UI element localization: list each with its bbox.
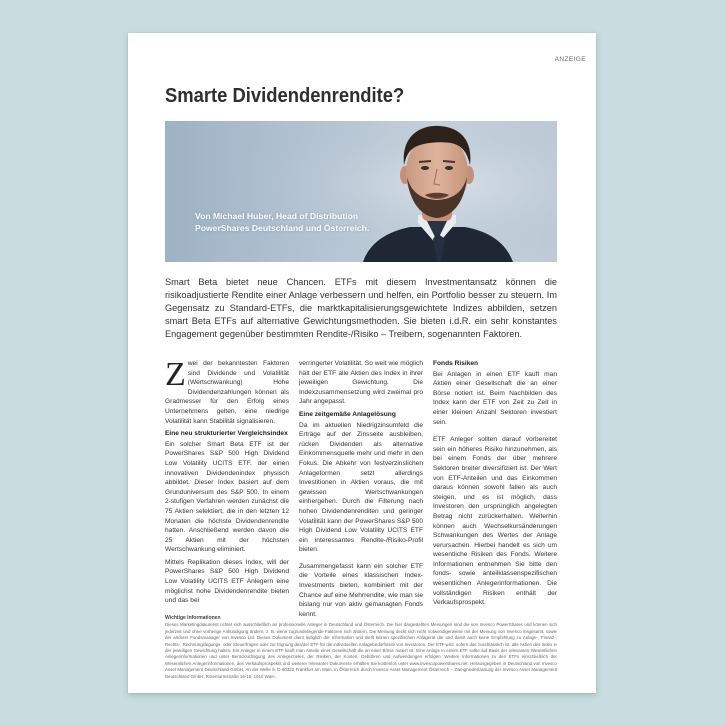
legal-notice bbox=[165, 615, 557, 680]
author-byline bbox=[195, 211, 395, 234]
legal-title: Wichtige Informationen bbox=[165, 615, 221, 621]
col3-subheading: Fonds Risiken bbox=[433, 360, 479, 367]
col3-paragraph-2: ETF Anleger sollten darauf vorbereitet sein ein höheres Risiko hinzunehmen, als bei einem Fonds der über mehrere Sektoren breiter diversifiziert ist. Der Wert von ETF-Anteilen und das Einkommen daraus können sowohl fallen als auch steigen, und es ist möglich, dass Investoren den ursprünglich angelegten Betrag nicht zurückerhalten. Weiterhin können auch Wechselkursänderungen Schwankungen des Wertes der Anlage verursachen. Hierbei handelt es sich um wesentliche Risiken des Fonds. Weitere Informationen entnehmen Sie bitte den fonds- sowie anteilklassenspezifischen wesentlichen Anlegerinformationen. Die vollständigen Risiken enthält der Verkaufsprospekt. bbox=[433, 436, 557, 607]
portrait-photo bbox=[165, 121, 557, 262]
col1-paragraph-1-text: wei der bekanntesten Faktoren sind Dividende und Volatilität (Wertschwankung) Hohe Dividendenzahlungen können als Gradmesser für den Erfolg eines Unternehmens gelten, eine niedrige Volatilität kann Stabilität signalisieren. bbox=[165, 360, 289, 425]
col1-subheading: Eine neu strukturierter Vergleichsindex bbox=[165, 430, 288, 438]
advert-tag: ANZEIGE bbox=[554, 56, 586, 63]
hero-portrait bbox=[165, 121, 557, 262]
column-2 bbox=[299, 359, 423, 622]
byline-line-1: Von Michael Huber, Head of Distribution bbox=[195, 211, 359, 221]
col1-paragraph-2: Ein solcher Smart Beta ETF ist der PowerShares S&P 500 High Dividend Low Volatility UCITS ETF, der einen innovativen Dividendenindex physisch abbildet. Dieser Index basiert auf dem Grunduniversum des S&P 500. In einem 2-stufigen Verfahren werden zunächst die 75 Aktien selektiert, die in den letzten 12 Monaten die höchste Dividendenrendite hatten. Anschließend werden davon die 25 Aktien mit der höchsten Wertschwankung eliminiert. bbox=[165, 440, 289, 554]
col2-subheading: Eine zeitgemäße Anlagelösung bbox=[299, 410, 396, 418]
col2-paragraph-1: verringerter Volatilität. So weit wie möglich hält der ETF alle Aktien des Index in ihrer jeweiligen Gewichtung. Die Indexzusammensetzung wird zweimal pro Jahr angepasst. bbox=[299, 360, 423, 406]
col2-paragraph-3: Zusammengefasst kann ein solcher ETF die Vorteile eines klassischen Index-Investments bieten, kombiniert mit der Chance auf eine Mehrrendite, wie man sie bislang nur von aktiv gemanagten Fonds kennt. bbox=[299, 562, 423, 618]
page-headline: Smarte Dividendenrendite? bbox=[165, 85, 405, 107]
col1-paragraph-3: Mittels Replikation dieses Index, will der PowerShares S&P 500 High Dividend Low Volatility UCITS ETF Anlegern eine möglichst hohe Dividendenrendite bieten und das bei bbox=[165, 558, 289, 605]
col1-paragraph-1 bbox=[165, 356, 289, 426]
byline-line-2: PowerShares Deutschland und Österreich. bbox=[195, 222, 370, 233]
drop-cap: Z bbox=[165, 356, 186, 393]
advertisement-page bbox=[128, 33, 596, 693]
col3-paragraph-1: Bei Anlagen in einen ETF kauft man Aktien einer Gesellschaft die an einer Börse notiert ist. Beim Nachbilden des Index kann der ETF von Zeit zu Zeit in einer kleinen Anzahl Sektoren investiert sein. bbox=[433, 370, 557, 426]
col2-paragraph-2: Da im aktuellen Niedrigzinsumfeld die Erträge auf der Zinsseite ausbleiben, rücken Dividenden als alternative Einkommensquelle mehr und mehr in den Fokus. Die Abkehr von festverzinslichen Anlageformen setzt allerdings Investitionen in Aktien voraus, die mit gewissen Wertschwankungen einhergehen. Durch die Filterung nach hohen Dividendenrenditen und geringer Volatilität kann der PowerShares S&P 500 High Dividend Low Volatility UCITS ETF ein interessantes Rendite-/Risiko-Profil bieten. bbox=[299, 421, 423, 554]
intro-paragraph: Smart Beta bietet neue Chancen. ETFs mit diesem Investmentansatz können die risikoadjustierte Rendite einer Anlage verbessern und helfen, ein Portfolio besser zu steuern. Im Gegensatz zu Standard-ETFs, die marktkapitalisierungsgewichtete Indizes abbilden, setzen smart Beta ETFs auf alternative Gewichtungsmethoden. Sie bieten i.d.R. ein sehr konstantes Engagement gegenüber bestimmten Rendite-/Risiko – Treibern, sogenannten Faktoren. bbox=[165, 277, 557, 340]
column-1 bbox=[165, 356, 289, 609]
column-3 bbox=[433, 359, 557, 611]
legal-body: Dieses Marketingdokument richtet sich ausschließlich an professionelle Anleger in Deutschland und Österreich. Die hier dargestellten Meinungen sind die von Invesco PowerShares und können sich jederzeit und ohne vorherige Ankündigung ändern, z. B. wenn zugrundeliegende Faktoren sich ändern. Die Meinung deckt sich nicht notwendigerweise mit der Meinung von Invesco insgesamt, sowie der anderer Fondsmanager von Invesco Ltd. Dieses Dokument dient lediglich der Information und stellt keinen spezifischen Anlagerat dar und damit auch keine Empfehlung zu Anlage-, Finanz-, Rechts-, Rechnungslegungs- oder Steuerfragen oder zur Eignung des/der ETF für die individuellen Anlagebedürfnisse von Investoren. Der ETF wird, sofern das zuschlässlich ist, alle Aktien des Index in der jeweiligen Gewichtung halten. Ein Anleger in einem ETF kauft man Anteile einer Gesellschaft die an einer Börse notiert ist. Eine Anlage in einem ETF sollte auf Basis der relevanten Wesentlichen Anlegerinformationen und unter Berücksichtigung des Anlegerzieles, der Risiken, der Kosten, Gebühren und Aufwendungen erfolgen. Weitere Informationen zu den ETFs einschließlich der Wesentlichen Anlegerinformationen, des Verkaufsprospekts und weiterer relevanter Dokumente erhalten Sie kostenlos unter www.invescopowershares.net. Herausgegeben in Deutschland von Invesco Asset Management Deutschland GmbH, An der Welle 5, D-60322 Frankfurt am Main, in Österreich durch Invesco Asset Management Österreich – Zweigniederlassung der Invesco Asset Management Deutschland GmbH, Rotenturmstraße 16-18, 1010 Wien. bbox=[165, 622, 557, 679]
